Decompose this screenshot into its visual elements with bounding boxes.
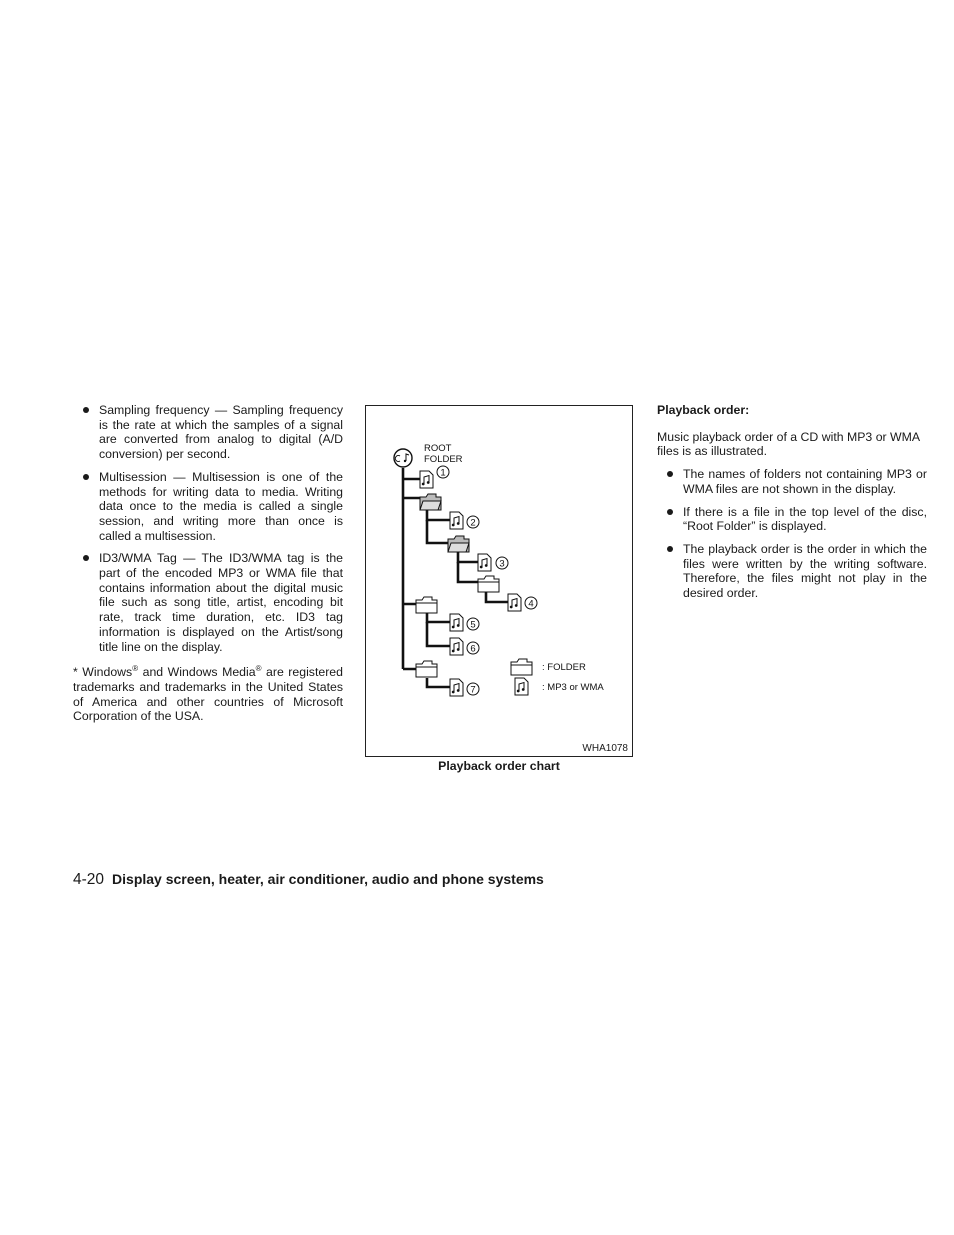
order-number: 3	[499, 558, 505, 570]
folder-icon	[448, 536, 469, 552]
order-number: 1	[440, 467, 446, 479]
legend-music-file-icon	[515, 678, 528, 695]
left-column	[73, 403, 343, 736]
root-label-line2: FOLDER	[424, 454, 463, 465]
bullet-icon	[83, 555, 89, 561]
order-number: 2	[470, 517, 476, 529]
order-number: 5	[470, 619, 476, 631]
figure-caption: Playback order chart	[438, 759, 560, 773]
legend-folder-icon	[511, 659, 532, 675]
folder-icon	[416, 597, 437, 613]
playback-tree-diagram	[366, 406, 634, 758]
section-heading: Playback order:	[657, 403, 750, 417]
music-file-icon	[420, 471, 433, 488]
order-number: 6	[470, 643, 476, 655]
music-file-icon	[450, 679, 463, 696]
bullet-icon	[667, 546, 673, 552]
bullet-icon	[83, 407, 89, 413]
list-item	[657, 542, 927, 601]
list-item-text: Sampling frequency — Sampling frequency is the rate at which the samples of a signal are converted from analog to digital (A/D conversion) per second.	[99, 403, 343, 462]
folder-icon	[420, 494, 441, 510]
legend-file-label: : MP3 or WMA	[542, 682, 604, 693]
list-item	[657, 505, 927, 534]
trademark-footnote: * Windows® and Windows Media® are registered trademarks and trademarks in the United States of America and other countries of Microsoft Corporation of the USA.	[73, 664, 343, 724]
playback-notes-list	[657, 467, 927, 601]
music-file-icon	[478, 554, 491, 571]
section-title: Display screen, heater, air conditioner, audio and phone systems	[112, 871, 544, 887]
music-file-icon	[450, 512, 463, 529]
list-item-text: The playback order is the order in which the files were written by the writing software. Therefore, the files might not play in the desired order.	[683, 541, 927, 601]
music-file-icon	[450, 638, 463, 655]
definition-list	[73, 403, 343, 654]
figure-code: WHA1078	[582, 743, 628, 754]
playback-order-figure	[365, 405, 633, 757]
list-item-text: ID3/WMA Tag — The ID3/WMA tag is the part of the encoded MP3 or WMA file that contains information about the digital music file such as song title, artist, encoding bit rate, track time duration, etc. ID3 tag information is displayed on the Artist/song title line on the display.	[99, 551, 343, 654]
list-item-text: If there is a file in the top level of the disc, “Root Folder” is displayed.	[683, 504, 927, 534]
music-file-icon	[508, 594, 521, 611]
music-file-icon	[450, 614, 463, 631]
list-item-text: The names of folders not containing MP3 or WMA files are not shown in the display.	[683, 467, 927, 496]
page-number: 4-20	[73, 871, 105, 888]
intro-paragraph: Music playback order of a CD with MP3 or WMA files is as illustrated.	[657, 429, 920, 459]
right-column	[657, 403, 927, 609]
cd-icon	[394, 449, 412, 467]
bullet-icon	[667, 509, 673, 515]
order-number: 7	[470, 684, 476, 696]
list-item	[657, 467, 927, 496]
bullet-icon	[667, 471, 673, 477]
folder-icon	[478, 576, 499, 592]
page-footer	[73, 871, 544, 889]
bullet-icon	[83, 474, 89, 480]
folder-icon	[416, 661, 437, 677]
list-item	[73, 551, 343, 654]
list-item	[73, 470, 343, 544]
legend-folder-label: : FOLDER	[542, 662, 586, 673]
list-item-text: Multisession — Multisession is one of the methods for writing data to media. Writing data once to the media is called a single session, and writing more than once is called a multisession.	[99, 469, 343, 543]
list-item	[73, 403, 343, 462]
root-label-line1: ROOT	[424, 443, 452, 454]
order-number: 4	[528, 598, 534, 610]
